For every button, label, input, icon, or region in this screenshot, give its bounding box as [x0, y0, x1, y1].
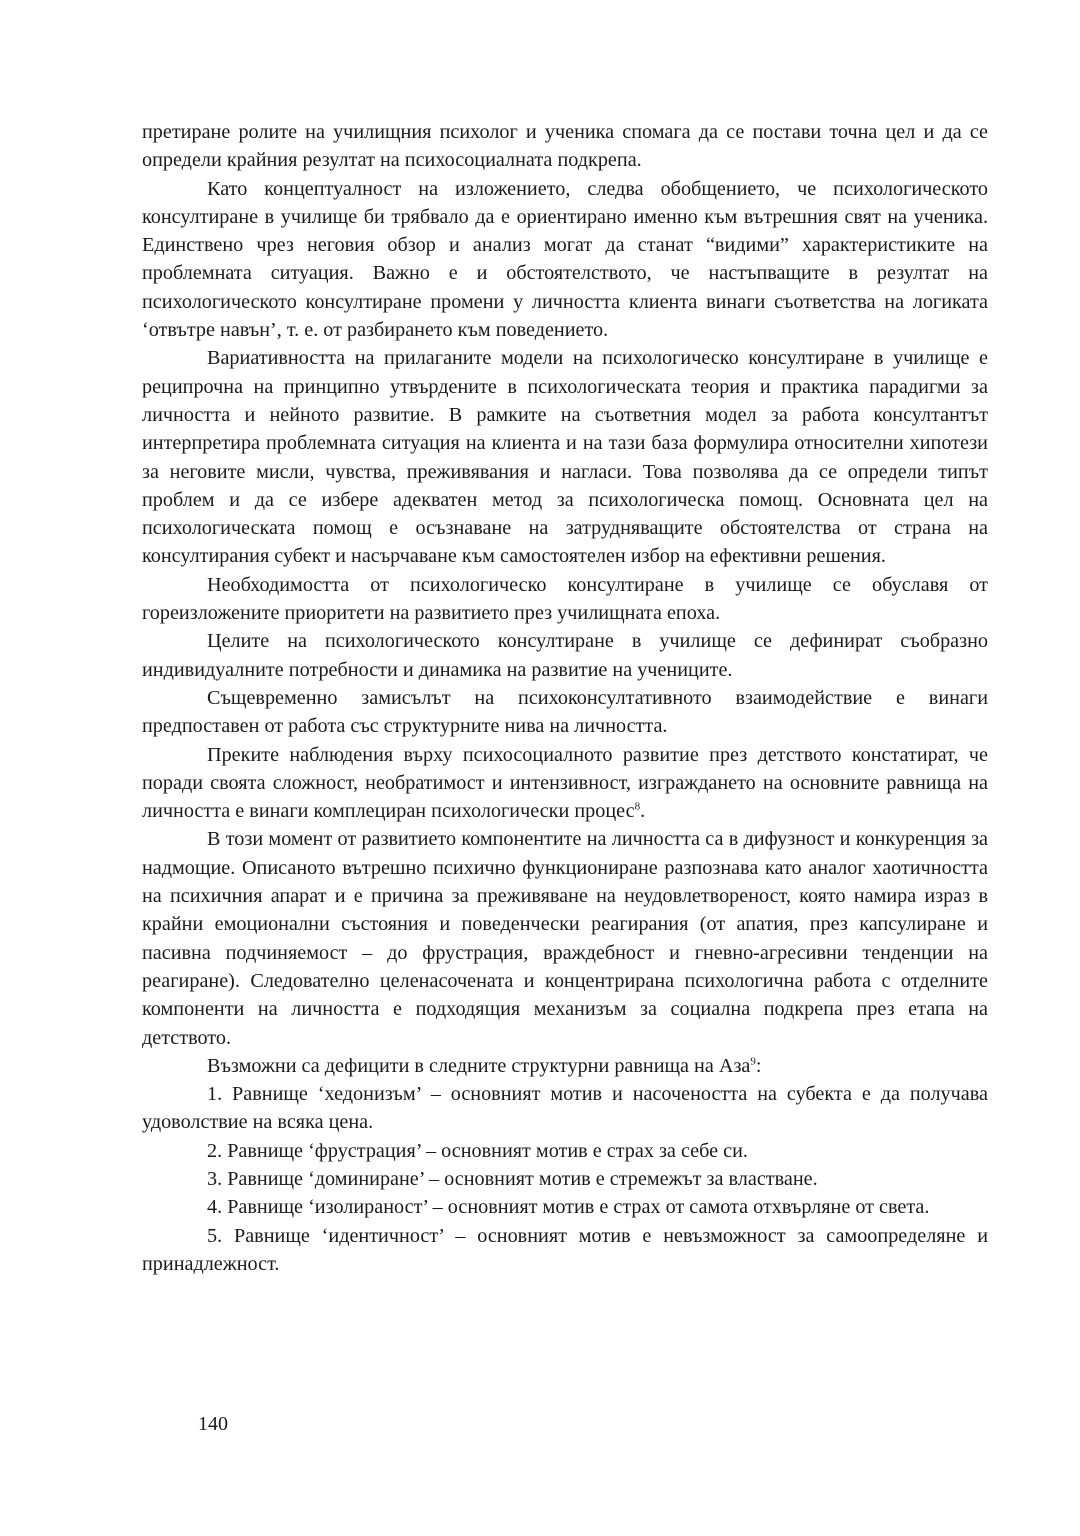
list-item-text: 1. Равнище ‘хедонизъм’ – основният мотив и насочеността на субекта е да получава удоволствие на всяка цена. [142, 1083, 988, 1134]
paragraph-continuation [142, 118, 988, 175]
paragraph-tail: . [640, 800, 646, 823]
list-item [142, 1165, 988, 1193]
list-item-text: 4. Равнище ‘изолираност’ – основният мотив е страх от самота отхвърляне от света. [207, 1196, 930, 1219]
paragraph [142, 825, 988, 1051]
list-item-text: 3. Равнище ‘доминиране’ – основният мотив е стремежът за властване. [207, 1167, 818, 1190]
list-item [142, 1222, 988, 1279]
paragraph-tail: : [755, 1054, 762, 1077]
paragraph [142, 1052, 988, 1080]
paragraph-text: Целите на психологическото консултиране в училище се дефинират съобразно индивидуалните потребности и динамика на развитие на учениците. [142, 630, 988, 681]
paragraph-text: В този момент от развитието компонентите на личността са в дифузност и конкуренция за надмощие. Описаното вътрешно психично функциониране разпознава като аналог хаотичността на психичния апарат и е причина за преживяване на неудовлетвореност, която намира израз в крайни емоционални състояния и поведенчески реагирания (от апатия, през капсулиране и пасивна подчиняемост – до фрустрация, враждебност и гневно-агресивни тенденции на реагиране). Следователно целенасочената и концентрирана психологична работа с отделните компоненти на личността е подходящия механизъм за социална подкрепа през етапа на детството. [142, 828, 988, 1049]
paragraph [142, 627, 988, 684]
paragraph-text: Възможни са дефицити в следните структурни равнища на Аза [207, 1054, 751, 1077]
list-item-text: 5. Равнище ‘идентичност’ – основният мотив е невъзможност за самоопределяне и принадлежност. [142, 1224, 988, 1275]
paragraph [142, 684, 988, 741]
list-item [142, 1080, 988, 1137]
paragraph-text: Вариативността на прилаганите модели на психологическо консултиране в училище е реципрочна на принципно утвърдените в психологическата теория и практика парадигми за личността и нейното развитие. В рамките на съответния модел за работа консултантът интерпретира проблемната ситуация на клиента и на тази база формулира относителни хипотези за неговите мисли, чувства, преживявания и нагласи. Това позволява да се определи типът проблем и да се избере адекватен метод за психологическа помощ. Основната цел на психологическата помощ е осъзнаване на затрудняващите обстоятелства от страна на консултирания субект и насърчаване към самостоятелен избор на ефективни решения. [142, 347, 988, 568]
paragraph-text: Същевременно замисълът на психоконсултативното взаимодействие е винаги предпоставен от работа със структурните нива на личността. [142, 686, 988, 738]
footnote-ref[interactable]: 8 [634, 800, 641, 813]
footnote-ref[interactable]: 9 [750, 1055, 756, 1068]
paragraph [142, 175, 988, 345]
body-text [142, 118, 988, 1278]
paragraph [142, 344, 988, 570]
paragraph [142, 571, 988, 628]
list-item [142, 1137, 988, 1165]
list-item [142, 1193, 988, 1221]
paragraph-text: претиране ролите на училищния психолог и ученика спомага да се постави точна цел и да се определи крайния резултат на психосоциалната подкрепа. [142, 121, 988, 172]
paragraph-text: Преките наблюдения върху психосоциалното развитие през детството констатират, че поради своята сложност, необратимост и интензивност, изграждането на основните равнища на личността е винаги комплециран психологически процес [142, 743, 988, 823]
paragraph [142, 741, 988, 826]
paragraph-text: Необходимостта от психологическо консултиране в училище се обуславя от гореизложените приоритети на развитието през училищната епоха. [142, 573, 988, 625]
paragraph-text: Като концептуалност на изложението, следва обобщението, че психологическото консултиране в училище би трябвало да е ориентирано именно към вътрешния свят на ученика. Единствено чрез неговия обзор и анализ могат да станат “видими” характеристиките на проблемната ситуация. Важно е и обстоятелството, че настъпващите в резултат на психологическото консултиране промени у личността клиента винаги съответства на логиката ‘отвътре навън’, т. е. от разбирането към поведението. [142, 177, 988, 342]
list-item-text: 2. Равнище ‘фрустрация’ – основният мотив е страх за себе си. [207, 1139, 748, 1162]
page-number: 140 [198, 1413, 228, 1435]
